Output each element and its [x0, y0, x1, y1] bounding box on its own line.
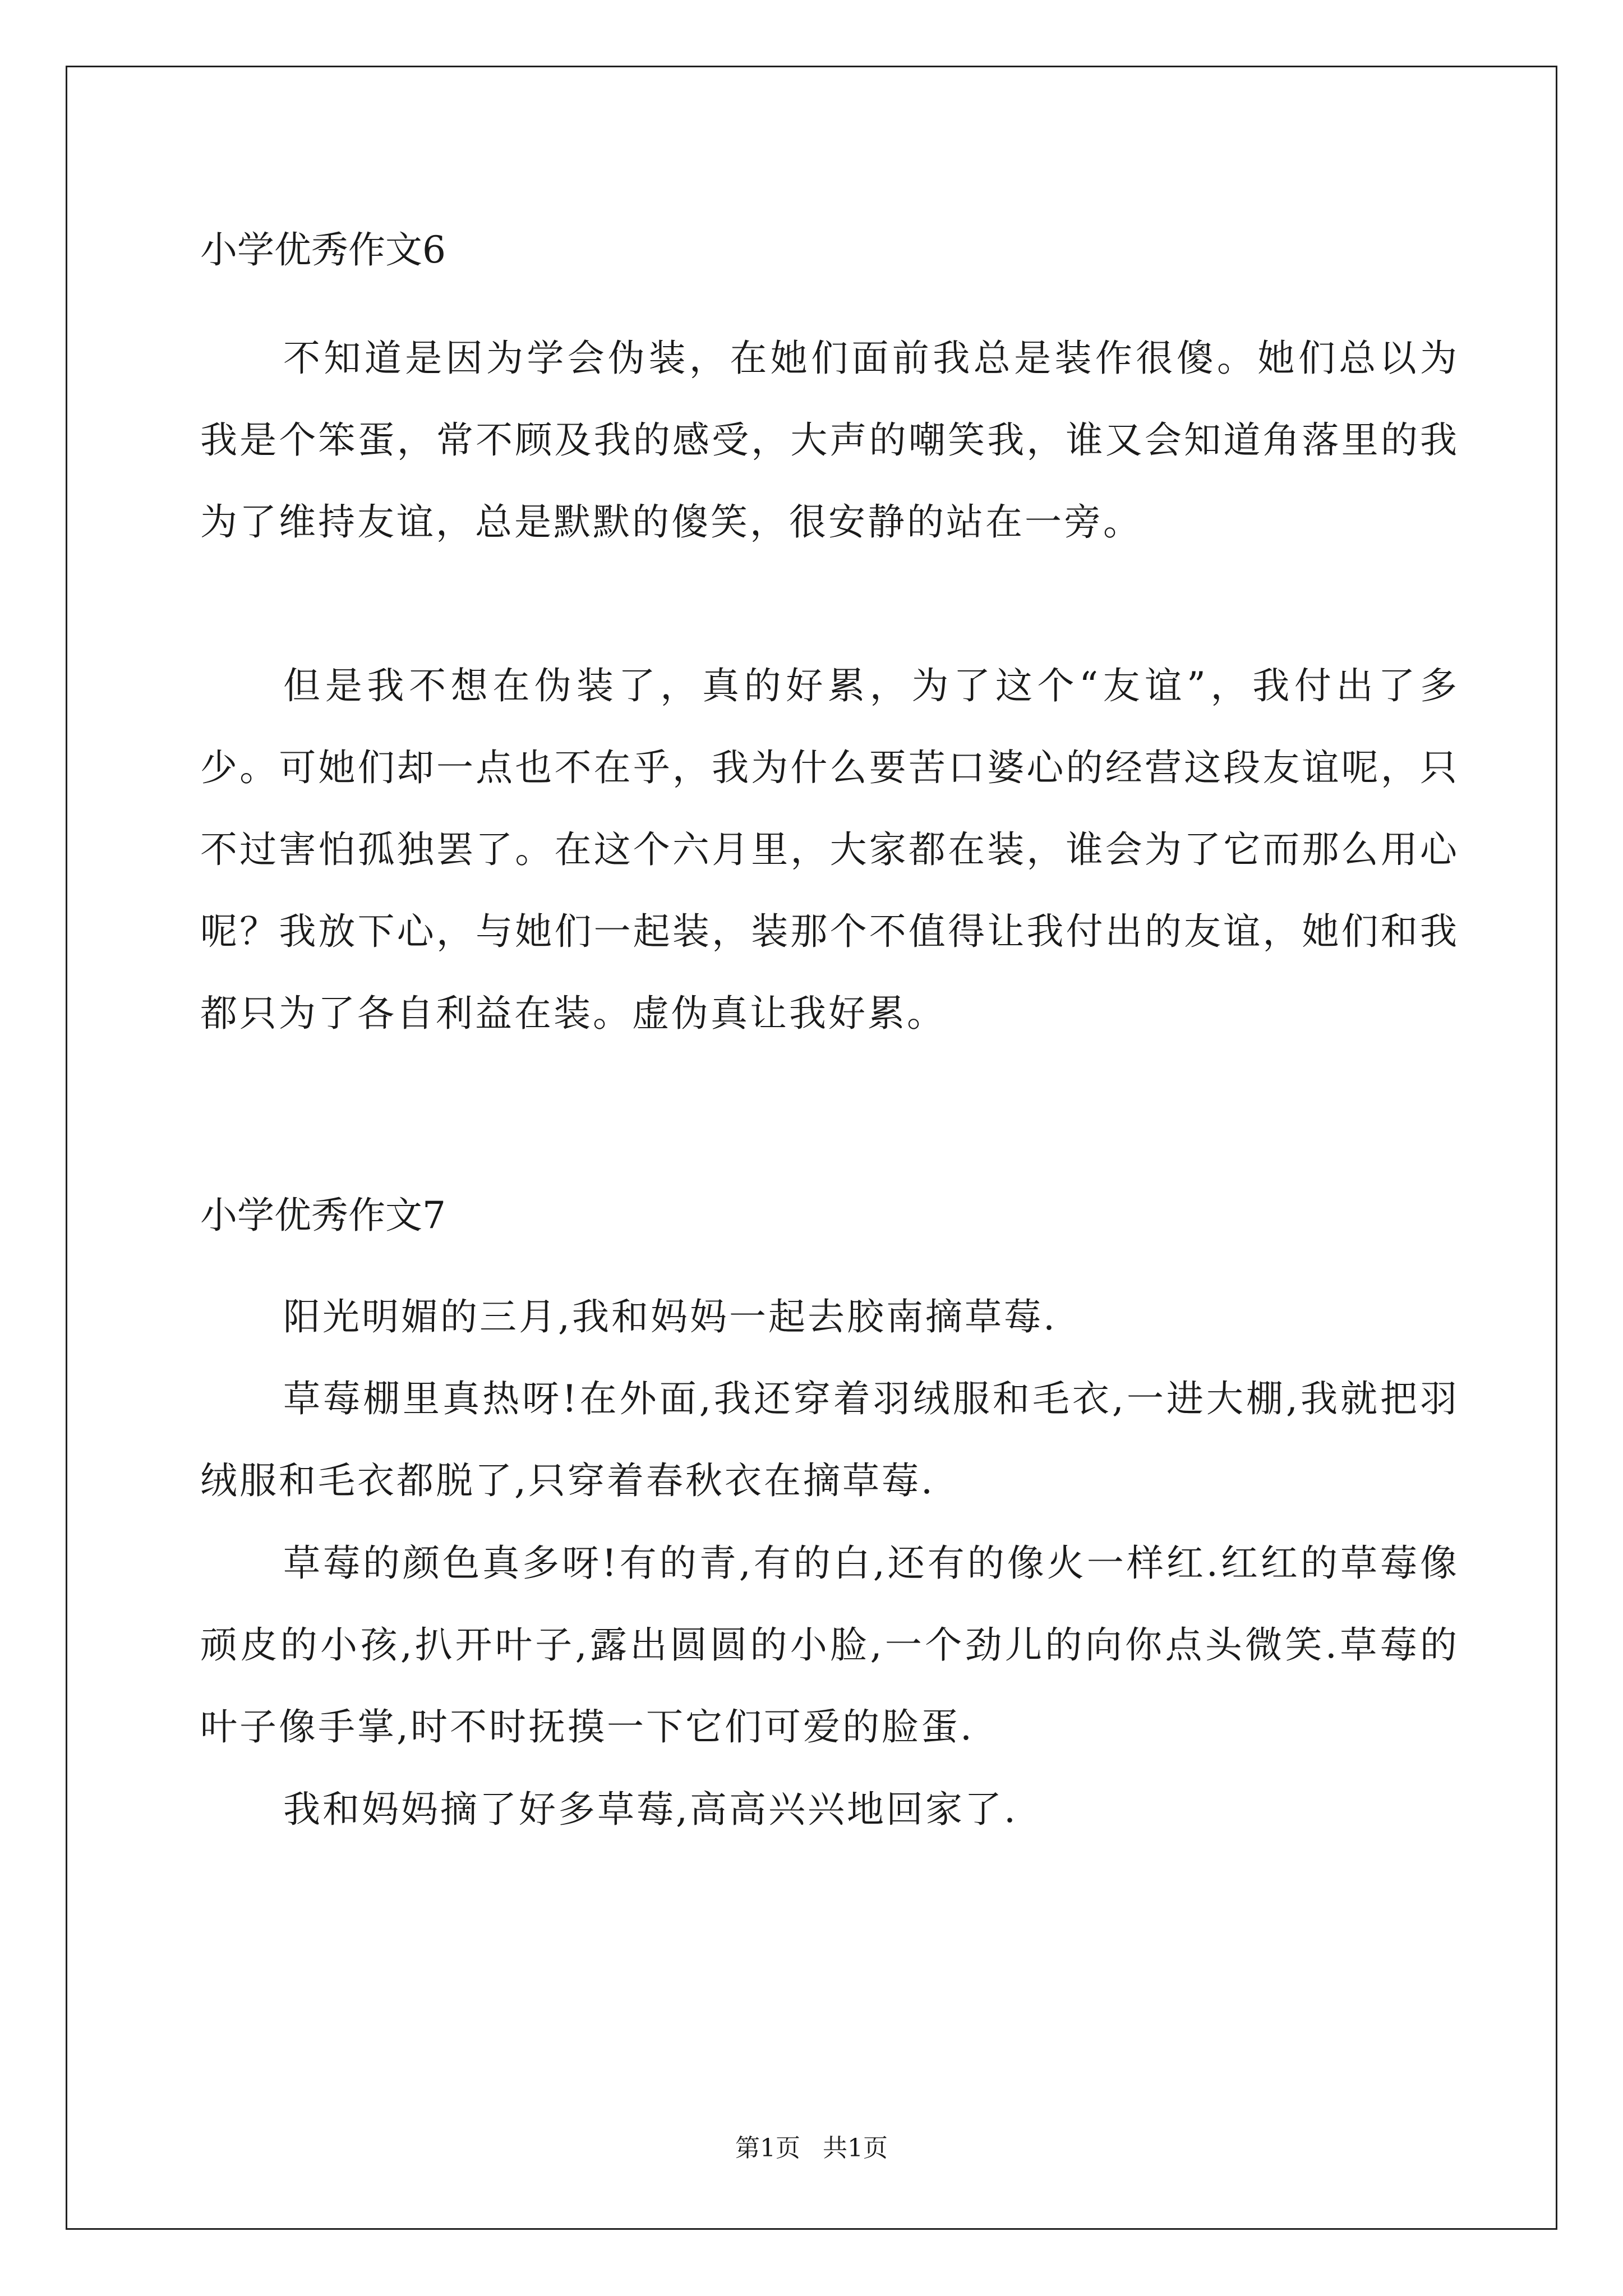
essay-7-heading: 小学优秀作文7: [200, 1194, 446, 1237]
essay-7-paragraph-4: 我和妈妈摘了好多草莓,高高兴兴地回家了.: [283, 1788, 1018, 1831]
page-number: 第1页: [735, 2134, 800, 2162]
essay-6-paragraph-2: 但是我不想在伪装了，真的好累，为了这个“友谊”，我付出了多少。可她们却一点也不在乎，我为什么要苦口婆心的经营这段友谊呢，只不过害怕孤独罢了。在这个六月里，大家都在装，谁会为了它而那么用心呢？我放下心，与她们一起装，装那个不值得让我付出的友谊，她们和我都只为了各自利益在装。虚伪真让我好累。: [200, 664, 1459, 1035]
page-footer: [0, 2136, 1623, 2161]
essay-6-heading: 小学优秀作文6: [200, 228, 446, 272]
essay-6-paragraph-1: 不知道是因为学会伪装，在她们面前我总是装作很傻。她们总以为我是个笨蛋，常不顾及我的感受，大声的嘲笑我，谁又会知道角落里的我为了维持友谊，总是默默的傻笑，很安静的站在一旁。: [200, 337, 1459, 544]
essay-7-paragraph-3: 草莓的颜色真多呀!有的青,有的白,还有的像火一样红.红红的草莓像顽皮的小孩,扒开叶子,露出圆圆的小脸,一个劲儿的向你点头微笑.草莓的叶子像手掌,时不时抚摸一下它们可爱的脸蛋.: [200, 1542, 1459, 1749]
page-total: 共1页: [823, 2134, 888, 2162]
essay-7-paragraph-1: 阳光明媚的三月,我和妈妈一起去胶南摘草莓.: [283, 1295, 1057, 1338]
essay-7-paragraph-2: 草莓棚里真热呀!在外面,我还穿着羽绒服和毛衣,一进大棚,我就把羽绒服和毛衣都脱了,只穿着春秋衣在摘草莓.: [200, 1377, 1459, 1502]
